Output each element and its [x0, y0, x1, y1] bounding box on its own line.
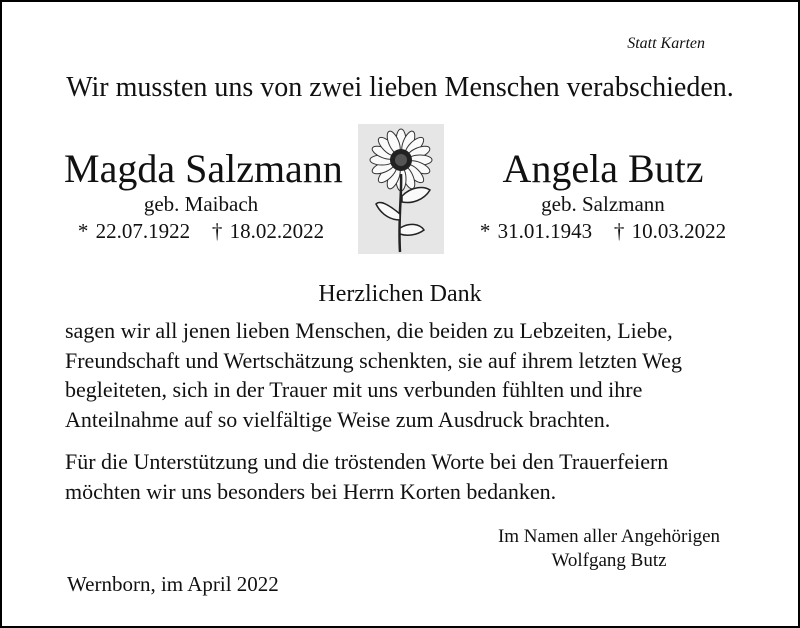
right-person-born-name: geb. Salzmann: [541, 192, 665, 216]
place-date: Wernborn, im April 2022: [67, 572, 279, 596]
thanks-paragraph-1: sagen wir all jenen lieben Menschen, die beiden zu Lebzeiten, Liebe, Freundschaft und Wertschätzung schenkten, sie auf ihrem letzten Weg begleiteten, sich in der Trauer mit uns verbunden fühlten und ihre Anteilnahme auf so vielfältige Weise zum Ausdruck brachten.: [65, 318, 682, 432]
signature-line-1: Im Namen aller Angehörigen: [497, 526, 721, 547]
left-person-born-name: geb. Maibach: [143, 192, 259, 216]
thanks-heading: Herzlichen Dank: [318, 281, 482, 307]
right-person-name: Angela Butz: [502, 146, 704, 191]
left-person-dates: * 22.07.1922 † 18.02.2022: [77, 219, 325, 243]
right-person-dates: * 31.01.1943 † 10.03.2022: [479, 219, 727, 243]
statt-karten-note: Statt Karten: [627, 35, 705, 52]
thanks-paragraph-2: Für die Unterstützung und die tröstenden Worte bei den Trauerfeiern möchten wir uns besonders bei Herrn Korten bedanken.: [65, 449, 669, 504]
signature-block: [442, 525, 776, 573]
left-person-name: Magda Salzmann: [64, 146, 343, 191]
signature-name: Wolfgang Butz: [551, 550, 667, 571]
sunflower-icon: [358, 124, 444, 254]
headline: Wir mussten uns von zwei lieben Menschen verabschieden.: [66, 72, 734, 103]
